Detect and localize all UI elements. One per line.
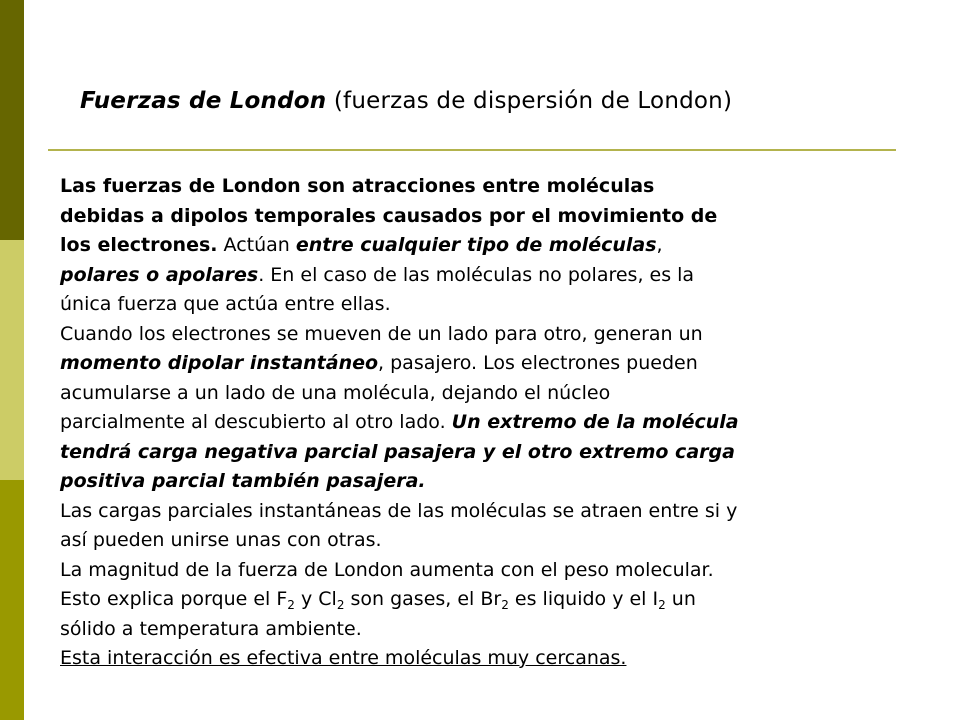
body-text: , xyxy=(656,234,663,256)
body-text: sólido a temperatura ambiente. xyxy=(60,617,362,640)
definition-text: Las fuerzas de London son atracciones entre moléculas xyxy=(60,175,655,197)
body-text: Actúan xyxy=(217,234,296,256)
body-text: Cuando los electrones se mueven de un lado para otro, generan un xyxy=(60,322,703,345)
body-line xyxy=(60,290,920,320)
body-text: y Cl xyxy=(294,588,337,610)
body-line xyxy=(60,497,920,527)
body-text: acumularse a un lado de una molécula, dejando el núcleo xyxy=(60,381,611,404)
body-text: es liquido y el I xyxy=(508,588,659,610)
slide-title xyxy=(80,88,732,114)
body-text: así pueden unirse unas con otras. xyxy=(60,529,382,551)
subscript: 2 xyxy=(658,598,666,612)
definition-text: los electrones. xyxy=(60,234,218,256)
body-line xyxy=(60,526,920,556)
body-line xyxy=(60,644,920,674)
body-line xyxy=(60,438,920,468)
sidebar-band-bottom xyxy=(0,480,24,720)
body-line xyxy=(60,467,920,497)
body-text: . En el caso de las moléculas no polares, es la xyxy=(258,263,695,286)
body-line xyxy=(60,172,920,202)
body-text: son gases, el Br xyxy=(344,588,502,610)
subscript: 2 xyxy=(501,598,509,612)
definition-text: debidas a dipolos temporales causados por el movimiento de xyxy=(60,204,718,227)
body-line xyxy=(60,408,920,438)
emphasis-text: positiva parcial también pasajera. xyxy=(60,470,426,492)
body-text: Esto explica porque el F xyxy=(60,588,288,610)
emphasis-text: polares o apolares xyxy=(60,263,259,286)
body-text: La magnitud de la fuerza de London aumenta con el peso molecular. xyxy=(60,558,714,581)
emphasis-text: Un extremo de la molécula xyxy=(451,411,739,433)
title-divider xyxy=(48,149,896,151)
subscript: 2 xyxy=(287,598,295,612)
body-line xyxy=(60,585,920,615)
body-line xyxy=(60,556,920,586)
slide-body xyxy=(60,172,920,674)
sidebar-band-top xyxy=(0,0,24,240)
body-line xyxy=(60,202,920,232)
body-line xyxy=(60,379,920,409)
sidebar-band-middle xyxy=(0,240,24,480)
body-line xyxy=(60,320,920,350)
body-text: Las cargas parciales instantáneas de las moléculas se atraen entre si y xyxy=(60,499,738,522)
body-text: , pasajero. Los electrones pueden xyxy=(378,352,698,374)
body-text: única fuerza que actúa entre ellas. xyxy=(60,293,391,315)
body-line xyxy=(60,261,920,291)
emphasis-text: momento dipolar instantáneo xyxy=(60,352,379,374)
body-text: un xyxy=(665,588,696,610)
body-line xyxy=(60,615,920,645)
title-subtitle: (fuerzas de dispersión de London) xyxy=(326,88,733,114)
title-emphasis: Fuerzas de London xyxy=(80,88,327,114)
body-line xyxy=(60,349,920,379)
emphasis-text: tendrá carga negativa parcial pasajera y el otro extremo carga xyxy=(60,440,735,463)
body-line xyxy=(60,231,920,261)
underlined-conclusion: Esta interacción es efectiva entre moléculas muy cercanas. xyxy=(60,647,627,669)
subscript: 2 xyxy=(336,598,345,612)
body-text: parcialmente al descubierto al otro lado. xyxy=(60,411,452,433)
emphasis-text: entre cualquier tipo de moléculas xyxy=(295,234,657,256)
